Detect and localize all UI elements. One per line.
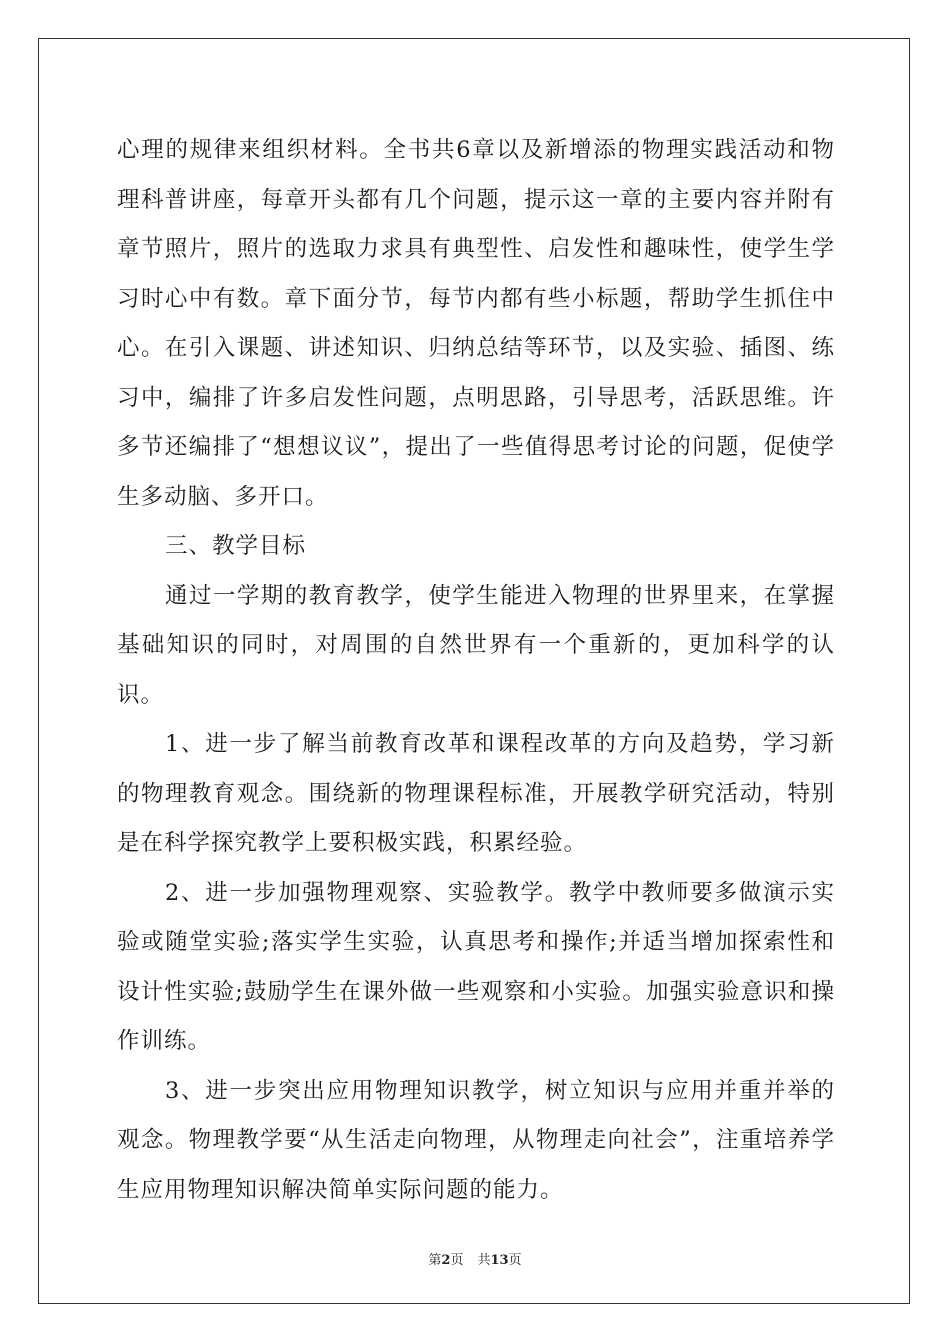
document-body [117, 126, 835, 1215]
body-paragraph: 1、进一步了解当前教育改革和课程改革的方向及趋势，学习新的物理教育观念。围绕新的物理课程标准，开展教学研究活动，特别是在科学探究教学上要积极实践，积累经验。 [117, 731, 835, 856]
body-paragraph: 通过一学期的教育教学，使学生能进入物理的世界里来，在掌握基础知识的同时，对周围的自然世界有一个重新的，更加科学的认识。 [117, 582, 835, 708]
page-number: 第2页 [428, 1253, 464, 1268]
body-paragraph: 3、进一步突出应用物理知识教学，树立知识与应用并重并举的观念。物理教学要“从生活走向物理，从物理走向社会”，注重培养学生应用物理知识解决简单实际问题的能力。 [117, 1077, 835, 1203]
page-total: 共13页 [477, 1253, 522, 1268]
body-paragraph: 心理的规律来组织材料。全书共6章以及新增添的物理实践活动和物理科普讲座，每章开头都有几个问题，提示这一章的主要内容并附有章节照片，照片的选取力求具有典型性、启发性和趣味性，使学生学习时心中有数。章下面分节，每节内都有些小标题，帮助学生抓住中心。在引入课题、讲述知识、归纳总结等环节，以及实验、插图、练习中，编排了许多启发性问题，点明思路，引导思考，活跃思维。许多节还编排了“想想议议”，提出了一些值得思考讨论的问题，促使学生多动脑、多开口。 [117, 137, 835, 510]
body-paragraph: 2、进一步加强物理观察、实验教学。教学中教师要多做演示实验或随堂实验;落实学生实验，认真思考和操作;并适当增加探索性和设计性实验;鼓励学生在课外做一些观察和小实验。加强实验意识和操作训练。 [117, 879, 835, 1054]
section-heading: 三、教学目标 [165, 533, 307, 559]
page-footer [0, 1249, 950, 1268]
